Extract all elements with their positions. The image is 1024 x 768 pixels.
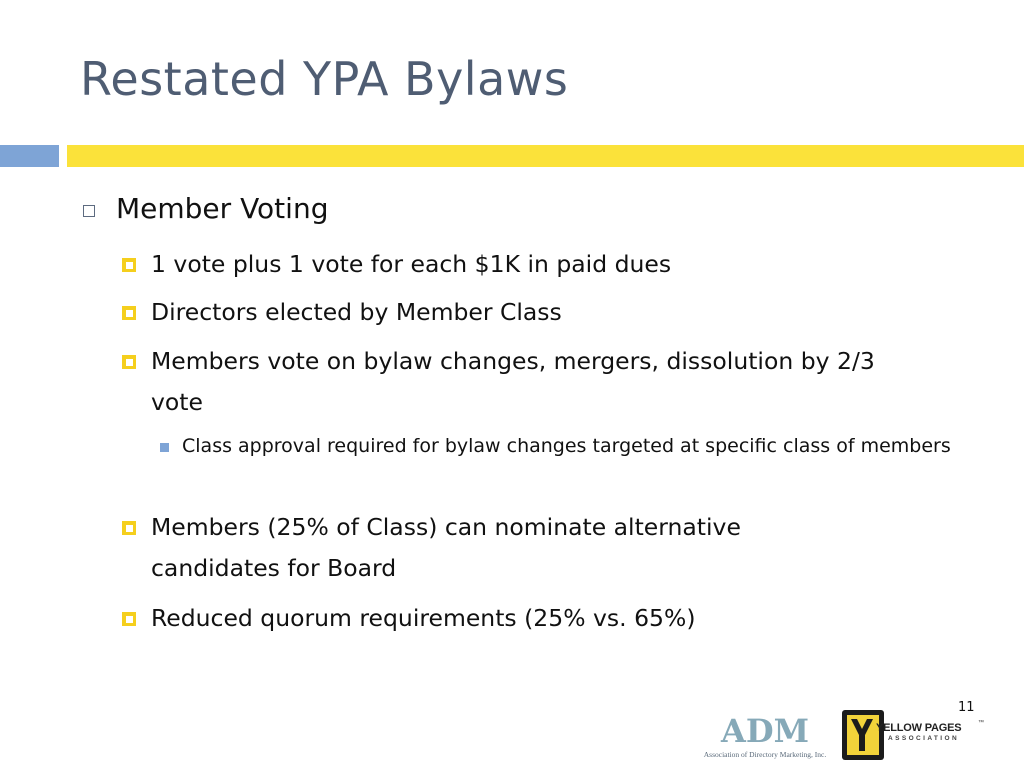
ypa-logo-subtitle: ASSOCIATION bbox=[888, 735, 960, 742]
ypa-logo-text: YELLOW PAGES bbox=[876, 722, 962, 734]
trademark-symbol: ™ bbox=[978, 720, 984, 726]
square-bullet-icon bbox=[122, 306, 136, 320]
bullet-level2: Reduced quorum requirements (25% vs. 65%) bbox=[151, 604, 696, 632]
square-bullet-icon bbox=[122, 355, 136, 369]
page-number: 11 bbox=[958, 700, 975, 715]
small-square-bullet-icon bbox=[160, 443, 169, 452]
adm-logo-subtitle: Association of Directory Marketing, Inc. bbox=[703, 750, 827, 759]
adm-logo-text: ADM bbox=[721, 712, 809, 750]
square-bullet-icon bbox=[122, 521, 136, 535]
ypa-logo bbox=[842, 706, 984, 764]
bullet-level1: Member Voting bbox=[116, 192, 329, 225]
bullet-level2: 1 vote plus 1 vote for each $1K in paid dues bbox=[151, 250, 672, 278]
square-bullet-icon bbox=[122, 612, 136, 626]
square-bullet-icon bbox=[122, 258, 136, 272]
bullet-level2: Directors elected by Member Class bbox=[151, 298, 562, 326]
bullet-level3: Class approval required for bylaw changes targeted at specific class of members bbox=[182, 435, 951, 457]
bullet-level2: Members vote on bylaw changes, mergers, dissolution by 2/3 vote bbox=[151, 347, 875, 416]
slide-title: Restated YPA Bylaws bbox=[80, 52, 569, 106]
bullet-level2: Members (25% of Class) can nominate alternative candidates for Board bbox=[151, 513, 741, 582]
adm-logo bbox=[694, 712, 836, 762]
ypa-logo-mark-icon bbox=[842, 710, 884, 760]
hollow-square-bullet-icon bbox=[83, 205, 95, 217]
